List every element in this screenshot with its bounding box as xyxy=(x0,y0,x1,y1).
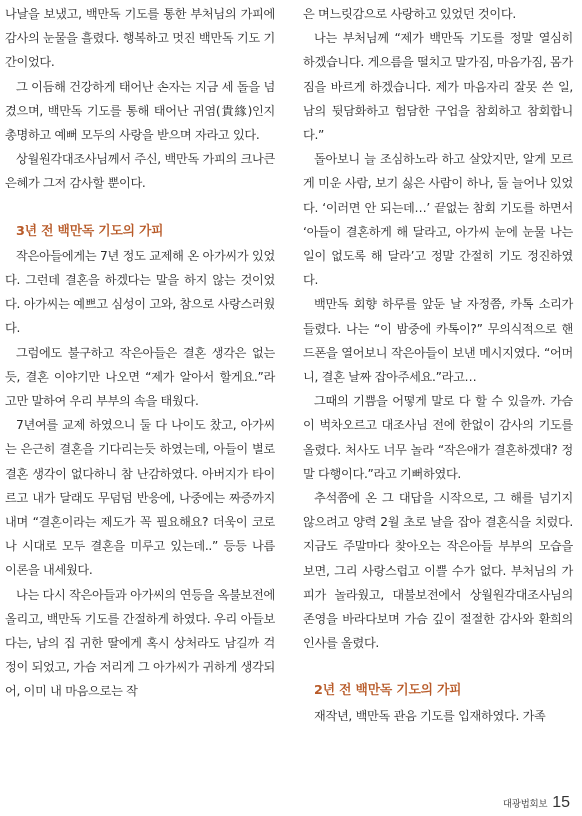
paragraph: 나는 다시 작은아들과 아가씨의 연등을 옥불보전에 올리고, 백만독 기도를 간절하게 하였다. 우리 아들보다는, 남의 집 귀한 딸에게 혹시 상처라도 남길까 걱정이 되었고, 가슴 저리게 그 아가씨가 귀하게 생각되어, 이미 내 마음으로는 작 xyxy=(5,587,275,699)
section-gap xyxy=(5,196,275,220)
section-heading: 2년 전 백만독 기도의 가피 xyxy=(314,683,462,699)
page-footer xyxy=(503,794,570,812)
paragraph: 그 이듬해 건강하게 태어난 손자는 지금 세 돌을 넘겼으며, 백만독 기도를 통해 태어난 귀염(貴緣)인지 총명하고 예뻐 모두의 사랑을 받으며 자라고 있다. xyxy=(5,79,275,143)
section-heading: 3년 전 백만독 기도의 가피 xyxy=(16,223,164,239)
paragraph: 그때의 기쁨을 어떻게 말로 다 할 수 있을까. 가슴이 벅차오르고 대조사님 전에 한없이 감사의 기도를 올렸다. 처사도 너무 놀라 “작은애가 결혼하겠대? 정말 다행이다.”라고 기뻐하였다. xyxy=(303,394,573,481)
paragraph: 나날을 보냈고, 백만독 기도를 통한 부처님의 가피에 감사의 눈물을 흘렸다. 행복하고 멋진 백만독 기도 기간이었다. xyxy=(5,7,275,70)
paragraph: 그럼에도 불구하고 작은아들은 결혼 생각은 없는 듯, 결혼 이야기만 나오면 “제가 알아서 할게요.”라고만 말하여 우리 부부의 속을 태웠다. xyxy=(5,345,275,409)
right-column xyxy=(303,2,573,728)
paragraph: 백만독 회향 하루를 앞둔 날 자정쯤, 카톡 소리가 들렸다. 나는 “이 밤중에 카톡이?” 무의식적으로 핸드폰을 열어보니 작은아들이 보낸 메시지였다. “어머니, 결혼 날짜 잡아주세요.”라고… xyxy=(303,297,573,385)
page-number: 15 xyxy=(552,794,570,811)
left-column xyxy=(5,2,275,704)
paragraph: 작은아들에게는 7년 정도 교제해 온 아가씨가 있었다. 그런데 결혼을 하겠다는 말을 하지 않는 것이었다. 아가씨는 예쁘고 심성이 고와, 참으로 사랑스러웠다. xyxy=(5,248,275,336)
paragraph: 돌아보니 늘 조심하노라 하고 살았지만, 알게 모르게 미운 사람, 보기 싫은 사람이 하나, 둘 늘어나 있었다. ‘이러면 안 되는데…’ 끝없는 참회 기도를 하면서 ‘아들이 결혼하게 해 달라고, 아가씨 눈에 눈물 나는 일이 없도록 해 달라’고 정말 간절히 기도 정진하였다. xyxy=(303,152,573,288)
paragraph: 재작년, 백만독 관음 기도를 입재하였다. 가족 xyxy=(314,708,546,723)
publication-name: 대광법회보 xyxy=(502,799,548,810)
paragraph: 은 며느릿감으로 사랑하고 있었던 것이다. xyxy=(303,7,516,21)
section-gap xyxy=(303,655,573,679)
paragraph: 상월원각대조사님께서 주신, 백만독 가피의 크나큰 은혜가 그저 감사할 뿐이다. xyxy=(5,152,275,191)
paragraph: 7년여를 교제 하였으니 둘 다 나이도 찼고, 아가씨는 은근히 결혼을 기다리는듯 하였는데, 아들이 별로 결혼 생각이 없다하니 참 난감하였다. 아버지가 타이르고 내가 달래도 무덤덤 반응에, 나중에는 짜증까지 내며 “결혼이라는 제도가 꼭 필요해요? 더욱이 코로나 시대로 모두 결혼을 미루고 있는데..” 등등 나름 이론을 내세웠다. xyxy=(5,418,275,578)
paragraph: 추석쯤에 온 그 대답을 시작으로, 그 해를 넘기지 않으려고 양력 2월 초로 날을 잡아 결혼식을 치렀다. 지금도 주말마다 찾아오는 작은아들 부부의 모습을 보면, 그리 사랑스럽고 이쁠 수가 없다. 부처님의 가피가 놀라웠고, 대불보전에서 상월원각대조사님의 존영을 바라다보며 가슴 깊이 절절한 감사와 환희의 인사를 올렸다. xyxy=(303,491,573,651)
paragraph: 나는 부처님께 “제가 백만독 기도를 정말 열심히 하겠습니다. 게으름을 떨치고 말가짐, 마음가짐, 몸가짐을 바르게 하겠습니다. 제가 마음자리 잘못 쓴 일, 남의 뒷담화하고 험담한 구업을 참회하고 참회합니다.” xyxy=(303,31,573,143)
